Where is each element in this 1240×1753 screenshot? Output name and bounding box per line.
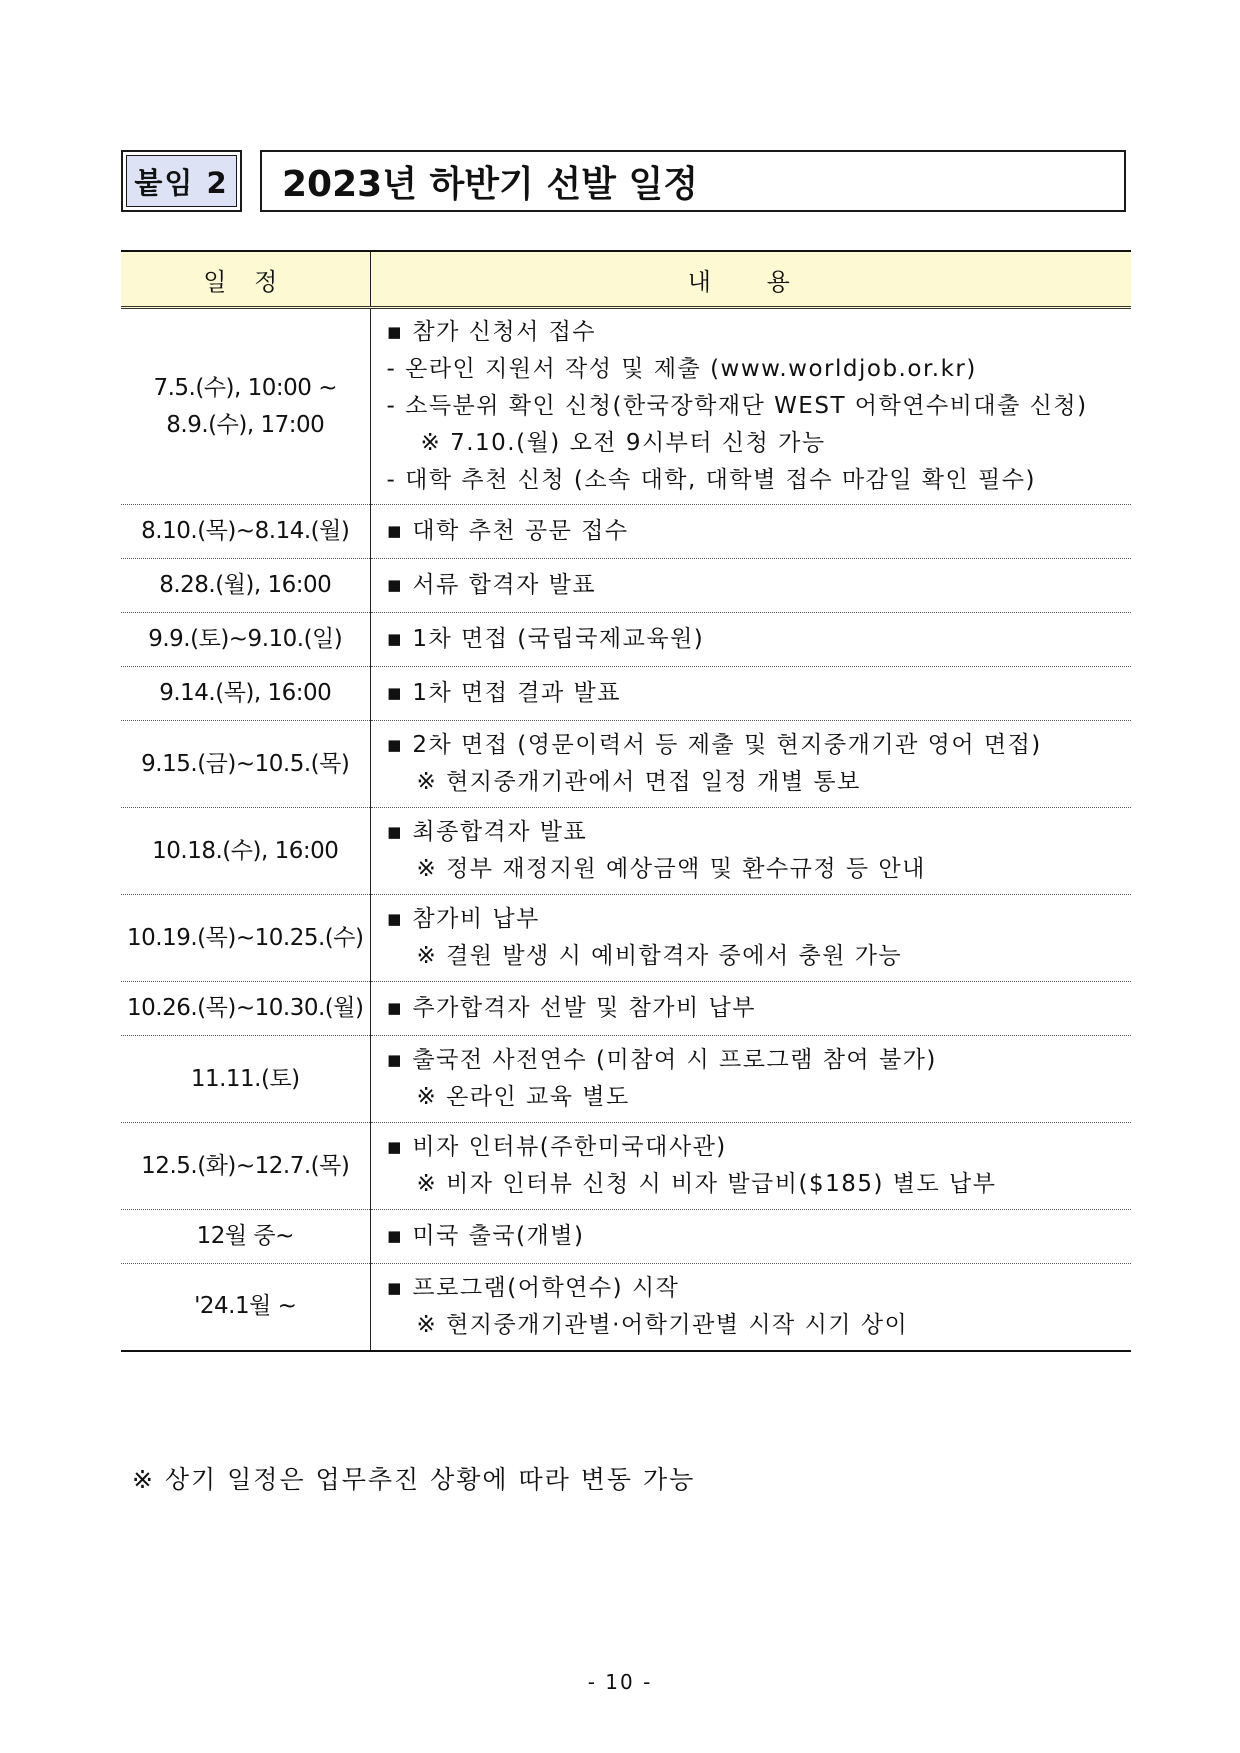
content-item: ▪ 프로그램(어학연수) 시작 [386, 1274, 680, 1301]
content-subitem: ※ 7.10.(월) 오전 9시부터 신청 가능 [420, 430, 826, 456]
schedule-content [370, 721, 1131, 808]
table-header-row [121, 251, 1131, 308]
schedule-content [370, 1210, 1131, 1264]
table-row [121, 1036, 1131, 1123]
content-item: ▪ 출국전 사전연수 (미참여 시 프로그램 참여 불가) [386, 1047, 937, 1073]
date-line: 7.5.(수), 10:00 ~ [153, 374, 338, 401]
table-row [121, 1123, 1131, 1210]
date-line: 12.5.(화)~12.7.(목) [141, 1152, 350, 1179]
date-line: 10.19.(목)~10.25.(수) [127, 924, 364, 951]
header-schedule: 일 정 [121, 251, 370, 308]
content-item: ▪ 최종합격자 발표 [386, 819, 588, 845]
schedule-date [121, 613, 370, 667]
table-row [121, 667, 1131, 721]
schedule-content [370, 505, 1131, 559]
schedule-content [370, 895, 1131, 982]
date-line: 9.14.(목), 16:00 [159, 680, 332, 706]
date-line: 12월 중~ [196, 1223, 294, 1249]
schedule-date [121, 559, 370, 613]
table-row [121, 1210, 1131, 1264]
schedule-content [370, 667, 1131, 721]
schedule-date [121, 505, 370, 559]
schedule-content [370, 1264, 1131, 1351]
schedule-table [121, 250, 1131, 1352]
content-item: ▪ 대학 추천 공문 접수 [386, 518, 629, 544]
date-line: 9.15.(금)~10.5.(목) [141, 750, 350, 777]
header-content: 내 용 [370, 251, 1131, 308]
date-line: 10.18.(수), 16:00 [152, 837, 339, 864]
schedule-date [121, 982, 370, 1036]
footnote: ※ 상기 일정은 업무추진 상황에 따라 변동 가능 [132, 1465, 696, 1494]
content-subitem: ※ 온라인 교육 별도 [416, 1084, 630, 1110]
schedule-content [370, 308, 1131, 505]
schedule-content [370, 808, 1131, 895]
schedule-date [121, 1123, 370, 1210]
content-subitem: ※ 비자 인터뷰 신청 시 비자 발급비($185) 별도 납부 [416, 1171, 997, 1197]
content-item: ▪ 추가합격자 선발 및 참가비 납부 [386, 995, 756, 1021]
content-subitem: - 소득분위 확인 신청(한국장학재단 WEST 어학연수비대출 신청) [386, 393, 1088, 419]
date-line: 8.9.(수), 17:00 [166, 411, 325, 438]
content-subitem: ※ 결원 발생 시 예비합격자 중에서 충원 가능 [416, 943, 903, 969]
date-line: 10.26.(목)~10.30.(월) [127, 995, 364, 1021]
content-item: ▪ 비자 인터뷰(주한미국대사관) [386, 1134, 727, 1160]
content-subitem: - 온라인 지원서 작성 및 제출 (www.worldjob.or.kr) [386, 356, 977, 382]
content-item: ▪ 미국 출국(개별) [386, 1223, 585, 1249]
table-row [121, 308, 1131, 505]
table-row [121, 808, 1131, 895]
schedule-content [370, 982, 1131, 1036]
attachment-tag: 붙임 2 [121, 150, 242, 212]
table-row [121, 721, 1131, 808]
content-subitem: ※ 현지중개기관별·어학기관별 시작 시기 상이 [416, 1311, 909, 1338]
schedule-content [370, 1123, 1131, 1210]
schedule-date [121, 1036, 370, 1123]
schedule-date [121, 895, 370, 982]
content-item: ▪ 서류 합격자 발표 [386, 572, 597, 598]
table-row [121, 895, 1131, 982]
table-row [121, 505, 1131, 559]
table-body [121, 308, 1131, 1351]
content-subitem: ※ 현지중개기관에서 면접 일정 개별 통보 [416, 769, 861, 795]
page-title: 2023년 하반기 선발 일정 [260, 150, 1126, 212]
title-row [121, 150, 1126, 212]
date-line: '24.1월 ~ [194, 1293, 297, 1320]
date-line: 8.28.(월), 16:00 [159, 572, 332, 598]
schedule-content [370, 613, 1131, 667]
schedule-date [121, 667, 370, 721]
schedule-date [121, 1210, 370, 1264]
content-item: ▪ 참가비 납부 [386, 906, 540, 932]
content-subitem: - 대학 추천 신청 (소속 대학, 대학별 접수 마감일 확인 필수) [386, 467, 1036, 493]
schedule-content [370, 559, 1131, 613]
table-row [121, 982, 1131, 1036]
schedule-date [121, 1264, 370, 1351]
date-line: 11.11.(토) [190, 1065, 300, 1092]
table-row [121, 559, 1131, 613]
content-item: ▪ 참가 신청서 접수 [386, 319, 597, 345]
page-number: - 10 - [587, 1670, 653, 1694]
content-item: ▪ 1차 면접 결과 발표 [386, 680, 621, 706]
schedule-date [121, 308, 370, 505]
schedule-date [121, 721, 370, 808]
schedule-date [121, 808, 370, 895]
table-row [121, 613, 1131, 667]
table-row [121, 1264, 1131, 1351]
content-item: ▪ 2차 면접 (영문이력서 등 제출 및 현지중개기관 영어 면접) [386, 732, 1042, 758]
date-line: 9.9.(토)~9.10.(일) [148, 626, 343, 652]
date-line: 8.10.(목)~8.14.(월) [141, 518, 350, 544]
content-subitem: ※ 정부 재정지원 예상금액 및 환수규정 등 안내 [416, 856, 926, 882]
content-item: ▪ 1차 면접 (국립국제교육원) [386, 626, 705, 652]
schedule-content [370, 1036, 1131, 1123]
